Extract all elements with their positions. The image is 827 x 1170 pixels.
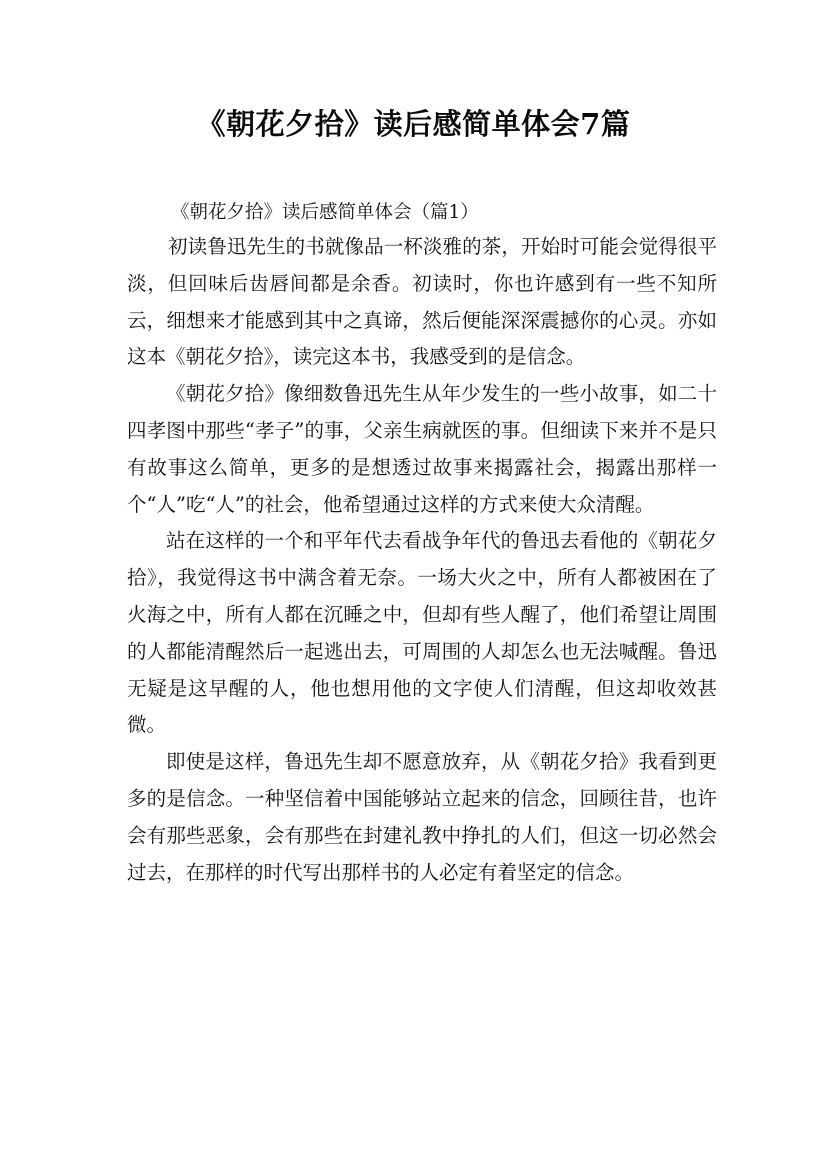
document-body — [127, 229, 717, 891]
paragraph-1: 初读鲁迅先生的书就像品一杯淡雅的茶，开始时可能会觉得很平淡，但回味后齿唇间都是余香。初读时，你也许感到有一些不知所云，细想来才能感到其中之真谛，然后便能深深震撼你的心灵。亦如这本《朝花夕拾》，读完这本书，我感受到的是信念。 — [127, 235, 717, 369]
document-title: 《朝花夕拾》读后感简单体会7篇 — [196, 107, 631, 141]
paragraph-2: 《朝花夕拾》像细数鲁迅先生从年少发生的一些小故事，如二十四孝图中那些“孝子”的事，父亲生病就医的事。但细读下来并不是只有故事这么简单，更多的是想透过故事来揭露社会，揭露出那样一个“人”吃“人”的社会，他希望通过这样的方式来使大众清醒。 — [127, 382, 717, 516]
paragraph-4: 即使是这样，鲁迅先生却不愿意放弃，从《朝花夕拾》我看到更多的是信念。一种坚信着中国能够站立起来的信念，回顾往昔，也许会有那些恶象，会有那些在封建礼教中挣扎的人们，但这一切必然会过去，在那样的时代写出那样书的人必定有着坚定的信念。 — [127, 750, 717, 884]
paragraph-3: 站在这样的一个和平年代去看战争年代的鲁迅去看他的《朝花夕拾》，我觉得这书中满含着无奈。一场大火之中，所有人都被困在了火海之中，所有人都在沉睡之中，但却有些人醒了，他们希望让周围的人都能清醒然后一起逃出去，可周围的人却怎么也无法喊醒。鲁迅无疑是这早醒的人，他也想用他的文字使人们清醒，但这却收效甚微。 — [127, 529, 717, 737]
section-heading: 《朝花夕拾》读后感简单体会（篇1） — [171, 202, 479, 223]
